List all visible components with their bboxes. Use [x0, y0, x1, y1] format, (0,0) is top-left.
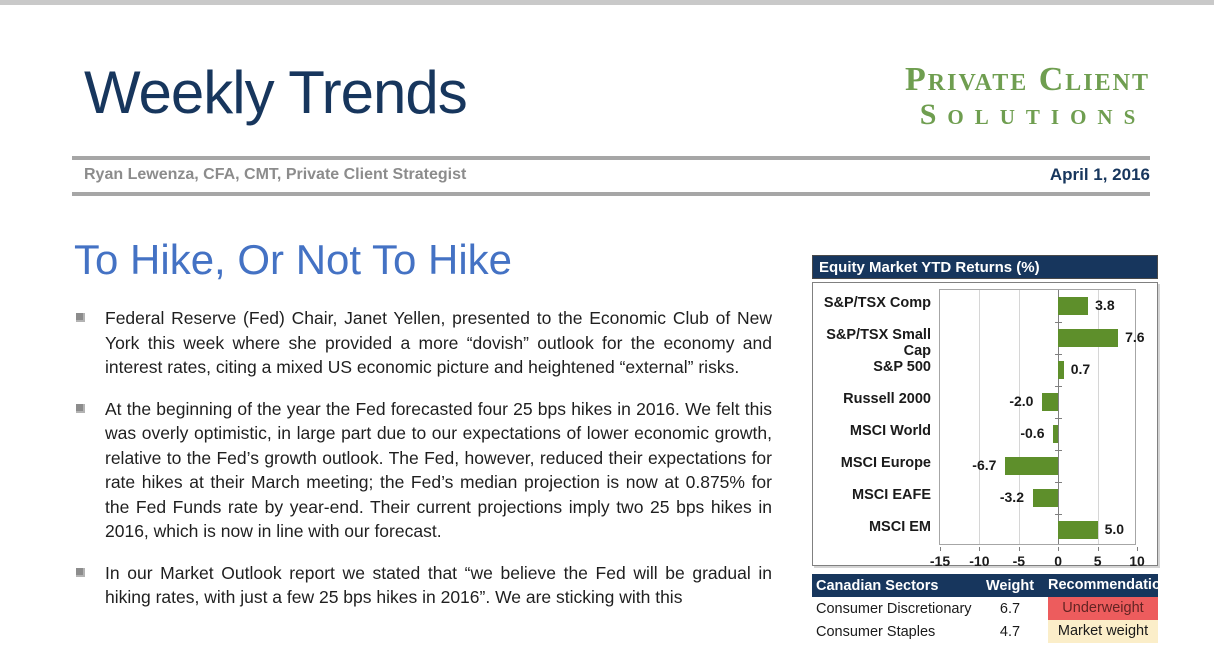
x-axis-label: 5	[1093, 553, 1102, 569]
chart-bar	[1005, 457, 1058, 475]
report-date: April 1, 2016	[1049, 165, 1150, 184]
sector-recommendation-badge: Underweight	[1048, 597, 1158, 620]
chart-value-label: 0.7	[1070, 361, 1091, 377]
chart-value-label: -2.0	[1009, 393, 1034, 409]
x-axis-label: -5	[1012, 553, 1026, 569]
sectors-header-cell: Canadian Sectors	[816, 577, 939, 594]
bullet-square-icon	[76, 404, 85, 413]
axis-tick	[1055, 322, 1062, 323]
chart-category-label: MSCI World	[849, 423, 931, 439]
x-axis-label: -15	[929, 553, 951, 569]
chart-category-label: MSCI EAFE	[852, 487, 931, 503]
sectors-header-row	[812, 574, 1170, 597]
sector-weight: 6.7	[999, 600, 1021, 617]
canadian-sectors-table	[812, 574, 1170, 643]
x-axis-tick	[1098, 547, 1099, 551]
chart-plot-frame	[939, 289, 1145, 545]
chart-value-label: -0.6	[1020, 425, 1045, 441]
axis-tick	[1055, 514, 1062, 515]
sectors-header-cell: Weight	[985, 577, 1035, 594]
x-axis-label: -10	[969, 553, 990, 569]
x-axis-label: 0	[1054, 553, 1063, 569]
sector-row	[812, 620, 1158, 643]
byline-rule-top	[72, 156, 1150, 160]
chart-plot-area	[812, 282, 1158, 569]
chart-bar	[1042, 393, 1058, 411]
article-headline: To Hike, Or Not To Hike	[74, 236, 513, 283]
bullet-text: In our Market Outlook report we stated that “we believe the Fed will be gradual in hiking rates, with just a few 25 bps hikes in 2016”. We are sticking with this	[105, 562, 772, 607]
chart-bar	[1058, 297, 1088, 315]
bullet-list	[74, 306, 772, 627]
chart-value-label: 3.8	[1095, 297, 1115, 313]
chart-bar	[1058, 329, 1118, 347]
chart-value-label: 5.0	[1104, 521, 1125, 537]
chart-category-label: Russell 2000	[843, 391, 931, 407]
gridline	[1019, 290, 1020, 544]
axis-tick	[1055, 450, 1062, 451]
bullet-square-icon	[76, 313, 85, 322]
sidebar-panels	[812, 255, 1170, 643]
x-axis-label: 10	[1129, 553, 1145, 569]
bullet-item	[74, 397, 772, 544]
report-title: Weekly Trends	[84, 59, 467, 126]
x-axis-tick	[1058, 547, 1059, 551]
sector-recommendation-badge: Market weight	[1048, 620, 1158, 643]
byline: Ryan Lewenza, CFA, CMT, Private Client Strategist	[84, 166, 467, 183]
axis-tick	[1055, 482, 1062, 483]
x-axis-tick	[940, 547, 941, 551]
byline-rule-bottom	[72, 192, 1150, 196]
chart-category-label: S&P 500	[873, 359, 931, 375]
chart-value-label: -3.2	[999, 489, 1024, 505]
chart-category-label: S&P/TSX Comp	[823, 295, 931, 311]
bullet-text: At the beginning of the year the Fed forecasted four 25 bps hikes in 2016. We felt this was overly optimistic, in large part due to our expectations of lower economic growth, relative to the Fed’s growth outlook. The Fed, however, reduced their expectations for rate hikes at their March meeting; the Fed’s median projection is now at 0.875% for the Fed Funds rate by year-end. Their current projections imply two 25 bps hikes in 2016, which is now in line with our forecast.	[105, 398, 772, 541]
bullet-item	[74, 561, 772, 610]
sector-row	[812, 597, 1158, 620]
x-axis-tick	[1019, 547, 1020, 551]
axis-tick	[1055, 354, 1062, 355]
brand-logo-line2: Solutions	[919, 98, 1147, 131]
chart-bar	[1058, 361, 1064, 379]
axis-tick	[1055, 386, 1062, 387]
chart-category-label: MSCI EM	[868, 519, 931, 535]
gridline	[979, 290, 980, 544]
equity-returns-chart	[812, 255, 1158, 569]
chart-bar	[1033, 489, 1058, 507]
x-axis-tick	[979, 547, 980, 551]
bullet-item	[74, 306, 772, 380]
bullet-text: Federal Reserve (Fed) Chair, Janet Yellen, presented to the Economic Club of New York this week where she provided a more “dovish” outlook for the economy and interest rates, citing a mixed US economic picture and heightened “external” risks.	[105, 308, 772, 377]
sectors-header-cell: Recommendation	[1048, 577, 1170, 593]
chart-category-label: MSCI Europe	[840, 455, 931, 471]
brand-logo	[905, 62, 1150, 132]
chart-bar	[1058, 521, 1097, 539]
chart-category-label: S&P/TSX Small Cap	[826, 327, 931, 359]
sector-name: Consumer Discretionary	[816, 600, 972, 617]
sector-name: Consumer Staples	[816, 623, 936, 640]
chart-bar	[1053, 425, 1058, 443]
brand-logo-line1: Private Client	[905, 61, 1150, 98]
x-axis-tick	[1137, 547, 1138, 551]
chart-value-label: -6.7	[972, 457, 997, 473]
chart-title: Equity Market YTD Returns (%)	[812, 255, 1158, 279]
top-divider	[0, 0, 1214, 5]
axis-tick	[1055, 418, 1062, 419]
bullet-square-icon	[76, 568, 85, 577]
sector-weight: 4.7	[999, 623, 1021, 640]
chart-value-label: 7.6	[1125, 329, 1145, 345]
